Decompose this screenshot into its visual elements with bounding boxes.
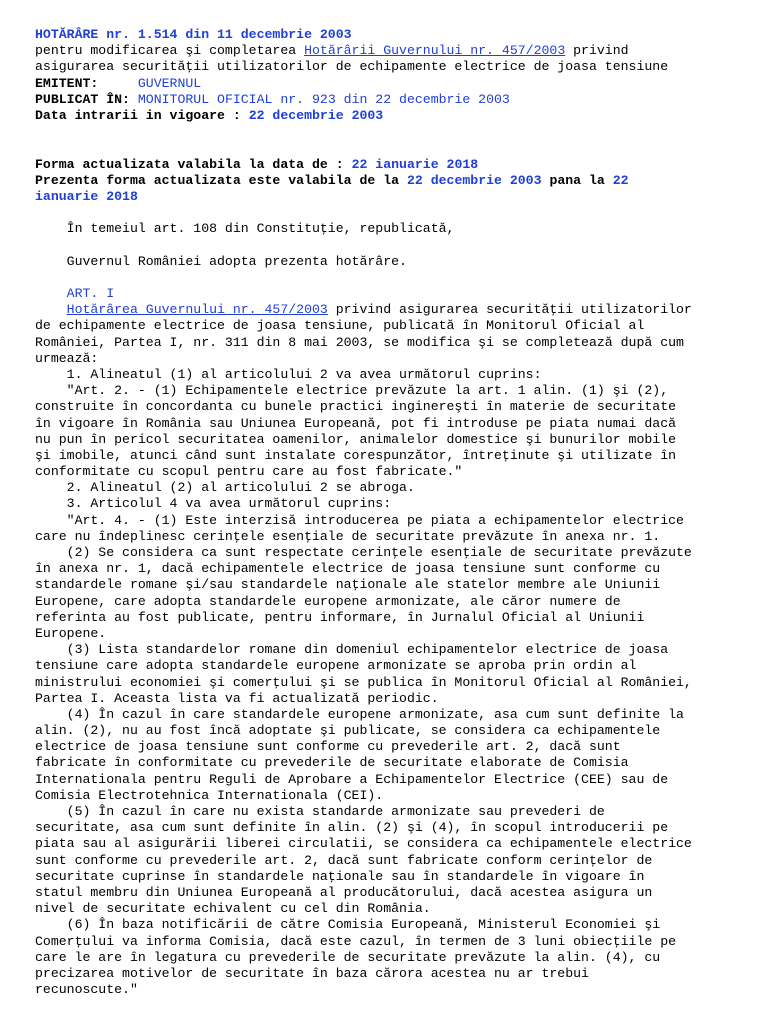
body-line: "Art. 4. - (1) Este interzisă introducerea pe piata a echipamentelor electrice	[35, 512, 684, 528]
prezenta-mid: pana la	[549, 172, 605, 188]
subtitle-pre: pentru modificarea şi completarea	[35, 43, 305, 59]
body-line: construite în concordanta cu bunele practici inginereşti în materie de securitate	[35, 399, 677, 415]
header-title-line	[35, 27, 735, 43]
body-line: (6) În baza notificării de către Comisia Europeană, Ministerul Economiei şi	[35, 917, 661, 933]
art-line-0: Hotărârea Guvernului nr. 457/2003 privind asigurarea securităţii utilizatorilor	[66, 302, 692, 318]
body-line: 2. Alineatul (2) al articolului 2 se abroga.	[35, 480, 415, 496]
body-line: electrice de joasa tensiune sunt conforme cu prevederile art. 2, dacă sunt	[35, 739, 621, 755]
body-line: Europene, care adopta standardele europene armonizate, ale căror numere de	[35, 593, 621, 609]
publicat-label: PUBLICAT ÎN:	[35, 91, 130, 107]
body-line: urmează:	[35, 350, 99, 366]
body-line: 1. Alineatul (1) al articolului 2 va avea următorul cuprins:	[35, 366, 542, 382]
publicat-value: MONITORUL OFICIAL nr. 923 din 22 decembrie 2003	[137, 91, 510, 107]
subtitle-line-2: asigurarea securităţii utilizatorilor de echipamente electrice de joasa tensiune	[35, 59, 669, 75]
body-line: în anexa nr. 1, dacă echipamentele electrice de joasa tensiune sunt conforme cu	[35, 561, 661, 577]
subtitle-line	[35, 43, 735, 59]
vigoare-label: Data intrarii in vigoare :	[35, 107, 241, 123]
prezenta-from: 22 decembrie 2003	[406, 172, 542, 188]
forma-label: Forma actualizata valabila la data de :	[35, 156, 344, 172]
prezenta-label: Prezenta forma actualizata este valabila de la	[35, 172, 400, 188]
body-line: (3) Lista standardelor romane din domeniul echipamentelor electrice de joasa	[35, 642, 669, 658]
subtitle-post: privind	[565, 43, 629, 59]
body-line: recunoscute."	[35, 982, 138, 998]
body-line: de echipamente electrice de joasa tensiune, publicată în Monitorul Oficial al	[35, 318, 645, 334]
hg-457-link-body[interactable]: Hotărârea Guvernului nr. 457/2003	[66, 302, 328, 318]
body-line: Comerţului va informa Comisia, dacă este cazul, în termen de 3 luni obiecţiile pe	[35, 933, 677, 949]
body-line: ministrului economiei şi comerţului şi se publica în Monitorul Oficial al României,	[35, 674, 692, 690]
body-line: securitate, asa cum sunt definite în alin. (2) şi (4), în scopul introducerii pe	[35, 820, 669, 836]
body-line: în vigoare în România sau Uniunea Europeană, pot fi introduse pe piata numai dacă	[35, 415, 677, 431]
body-line: şi imobile, atunci când sunt instalate corespunzător, întreţinute şi utilizate în	[35, 447, 677, 463]
body-line: securitate cuprinse în standardele naţionale sau în standardele în vigoare în	[35, 868, 645, 884]
body-line: statul membru din Uniunea Europeană al producătorului, dacă acestea asigura un	[35, 884, 653, 900]
emitent-value: GUVERNUL	[137, 75, 202, 91]
body-line: standardele romane şi/sau standardele naţionale ale statelor membre ale Uniunii	[35, 577, 661, 593]
body-line: nu pun în pericol securitatea oamenilor, animalelor domestice şi bunurilor mobile	[35, 431, 677, 447]
body-line: 3. Articolul 4 va avea următorul cuprins:	[35, 496, 392, 512]
vigoare-value: 22 decembrie 2003	[248, 107, 384, 123]
vigoare-line	[35, 108, 735, 124]
act-title: HOTĂRÂRE nr. 1.514 din 11 decembrie 2003	[35, 27, 352, 42]
body-line: (5) În cazul în care nu exista standarde armonizate sau prevederi de	[35, 804, 605, 820]
body-line: care nu îndeplinesc cerinţele esenţiale de securitate prevăzute în anexa nr. 1.	[35, 528, 661, 544]
body-line: fabricate în conformitate cu prevederile de securitate elaborate de Comisia	[35, 755, 629, 771]
body-line: României, Partea I, nr. 311 din 8 mai 2003, se modifica şi se completează după cum	[35, 334, 684, 350]
prezenta-to-1: 22	[612, 172, 629, 188]
forma-value: 22 ianuarie 2018	[351, 156, 479, 172]
body-line: referinta au fost publicate, pentru informare, în Jurnalul Oficial al Uniunii	[35, 609, 645, 625]
forma-line	[35, 157, 735, 173]
hg-457-link[interactable]: Hotărârii Guvernului nr. 457/2003	[304, 43, 566, 59]
body-line: precizarea motivelor de securitate în baza cărora acestea nu ar trebui	[35, 965, 589, 981]
prezenta-line	[35, 173, 735, 189]
preamble-1: În temeiul art. 108 din Constituţie, republicată,	[66, 221, 455, 237]
body-line: tensiune care adopta standardele europene armonizate se aproba prin ordin al	[35, 658, 637, 674]
body-line: Comisia Electrotehnica Internationala (CEI).	[35, 787, 384, 803]
prezenta-line-2	[35, 189, 735, 205]
body-line: (4) În cazul în care standardele europene armonizate, asa cum sunt definite la	[35, 706, 684, 722]
preamble-2: Guvernul României adopta prezenta hotărâre.	[66, 253, 407, 269]
body-line: alin. (2), nu au fost încă adoptate şi publicate, se considera ca echipamentele	[35, 723, 661, 739]
body-line: conformitate cu scopul pentru care au fost fabricate."	[35, 464, 463, 480]
emitent-line	[35, 76, 735, 92]
body-line: sunt conforme cu prevederile art. 2, dacă sunt fabricate conform cerinţelor de	[35, 852, 653, 868]
art-heading: ART. I	[66, 286, 115, 302]
emitent-label: EMITENT:	[35, 75, 99, 91]
body-line: (2) Se considera ca sunt respectate cerinţele esenţiale de securitate prevăzute	[35, 545, 692, 561]
body-line: "Art. 2. - (1) Echipamentele electrice prevăzute la art. 1 alin. (1) şi (2),	[35, 383, 669, 399]
body-line: Europene.	[35, 625, 107, 641]
publicat-line	[35, 92, 735, 108]
body-line: care le are în legatura cu prevederile de securitate prevăzute la alin. (4), cu	[35, 949, 661, 965]
body-line: Partea I. Aceasta lista va fi actualizată periodic.	[35, 690, 439, 706]
prezenta-to-2: ianuarie 2018	[35, 188, 138, 204]
body-line: piata sau al asigurării liberei circulatii, se considera ca echipamentele electrice	[35, 836, 692, 852]
body-line: Internationala pentru Reguli de Aprobare a Echipamentelor Electrice (CEE) sau de	[35, 771, 669, 787]
body-line: nivel de securitate echivalent cu cel din România.	[35, 901, 431, 917]
